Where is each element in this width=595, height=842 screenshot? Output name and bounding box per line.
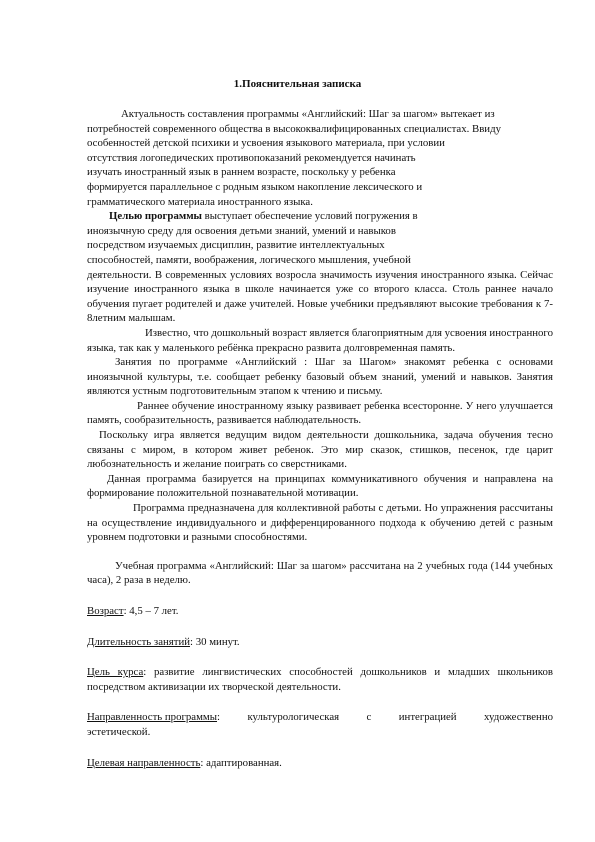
text-block: деятельности. В современных условиях возросла значимость изучения иностранного языка. Сейчас изучение иностранного языка в школе начинается уже со второго класса. Столь раннее начало обучения пугает родителей и даже учителей. Новые учебники предъявляют высокие требования к 7-8летним малышам. [87,268,553,325]
text-line: иноязычную среду для освоения детьми знаний, умений и навыков [87,224,396,237]
age-label: Возраст [87,605,124,617]
orientation-word: интеграцией [398,711,457,724]
orientation-word: с [366,711,372,724]
spacer [87,588,553,604]
text-line: способностей, памяти, воображения, логического мышления, учебной [87,253,411,266]
target-label: Целевая направленность [87,756,201,769]
paragraph-play: Поскольку игра является ведущим видом деятельности дошкольника, задача обучения тесно связаны с миром, в котором живет ребенок. Это мир сказок, стишков, песенок, где царит любознательность и желание поиграть со сверстниками. [87,429,553,471]
duration-value: : 30 минут. [190,635,240,648]
spacer [87,694,553,710]
text-line: изучать иностранный язык в раннем возрасте, поскольку у ребенка [87,166,396,179]
field-duration [87,635,553,650]
text-line: Актуальность составления программы «Английский: Шаг за шагом» вытекает из [121,108,495,120]
field-target [87,756,553,771]
spacer [87,740,553,756]
field-course-goal [87,665,553,694]
paragraph-relevance [87,107,553,209]
document-body [87,107,553,770]
text-line: отсутствия логопедических противопоказаний рекомендуется начинать [87,151,416,164]
orientation-line [87,710,553,725]
target-value: : адаптированная. [200,756,282,769]
paragraph-schedule: Учебная программа «Английский: Шаг за шагом» рассчитана на 2 учебных года (144 учебных часа), 2 раза в неделю. [87,559,553,587]
field-age [87,604,553,619]
text-line: посредством изучаемых дисциплин, развитие интеллектуальных [87,239,385,252]
orientation-label: Направленность программы [87,711,218,724]
paragraph-goal [87,209,553,326]
text-line: формируется параллельное с родным языком накопление лексического и [87,180,423,193]
duration-label: Длительность занятий [87,635,191,648]
text-line: особенностей детской психики и усвоения языкового материала, при условии [87,137,445,150]
orientation-word: культурологическая [247,711,340,724]
orientation-label-group [87,710,220,725]
spacer [87,649,553,665]
course-goal-value: : развитие лингвистических способностей дошкольников и младших школьников посредством активизации их творческой деятельности. [87,666,553,693]
paragraph-lessons: Занятия по программе «Английский : Шаг за Шагом» знакомят ребенка с основами иноязычной культуры, т.е. сообщает ребенку базовый объем знаний, умений и навыков. Занятия являются устным подготовительным этапом к чтению и письму. [87,356,553,398]
age-value: : 4,5 – 7 лет. [123,605,179,617]
field-orientation [87,710,553,739]
colon: : [217,711,221,724]
spacer [87,545,553,559]
orientation-line-2: эстетической. [87,725,151,738]
text-line [87,209,553,224]
page-title: 1.Пояснительная записка [233,78,362,90]
paragraph-principles: Данная программа базируется на принципах коммуникативного обучения и направлена на формирование положительной познавательной мотивации. [87,472,553,500]
orientation-word: художественно [484,711,553,724]
text-line: грамматического материала иностранного языка. [87,195,313,208]
paragraph-collective: Программа предназначена для коллективной работы с детьми. Но упражнения рассчитаны на осуществление индивидуального и дифференцированного подхода к обучению детей с разным уровнем подготовки и разными способностями. [87,502,553,544]
paragraph-early-learning: Раннее обучение иностранному языку развивает ребенка всесторонне. У него улучшается память, сообразительность, развивается наблюдательность. [87,399,553,427]
text-line: потребностей современного общества в высококвалифицированных специалистах. Ввиду [87,122,501,135]
spacer [87,619,553,635]
course-goal-label: Цель курса [87,666,144,679]
paragraph-preschool: Известно, что дошкольный возраст является благоприятным для усвоения иностранного языка, так как у маленького ребёнка прекрасно развита долговременная память. [87,326,553,354]
text-fragment: выступает обеспечение условий погружения в [201,210,418,223]
goal-label: Целью программы [109,210,202,223]
